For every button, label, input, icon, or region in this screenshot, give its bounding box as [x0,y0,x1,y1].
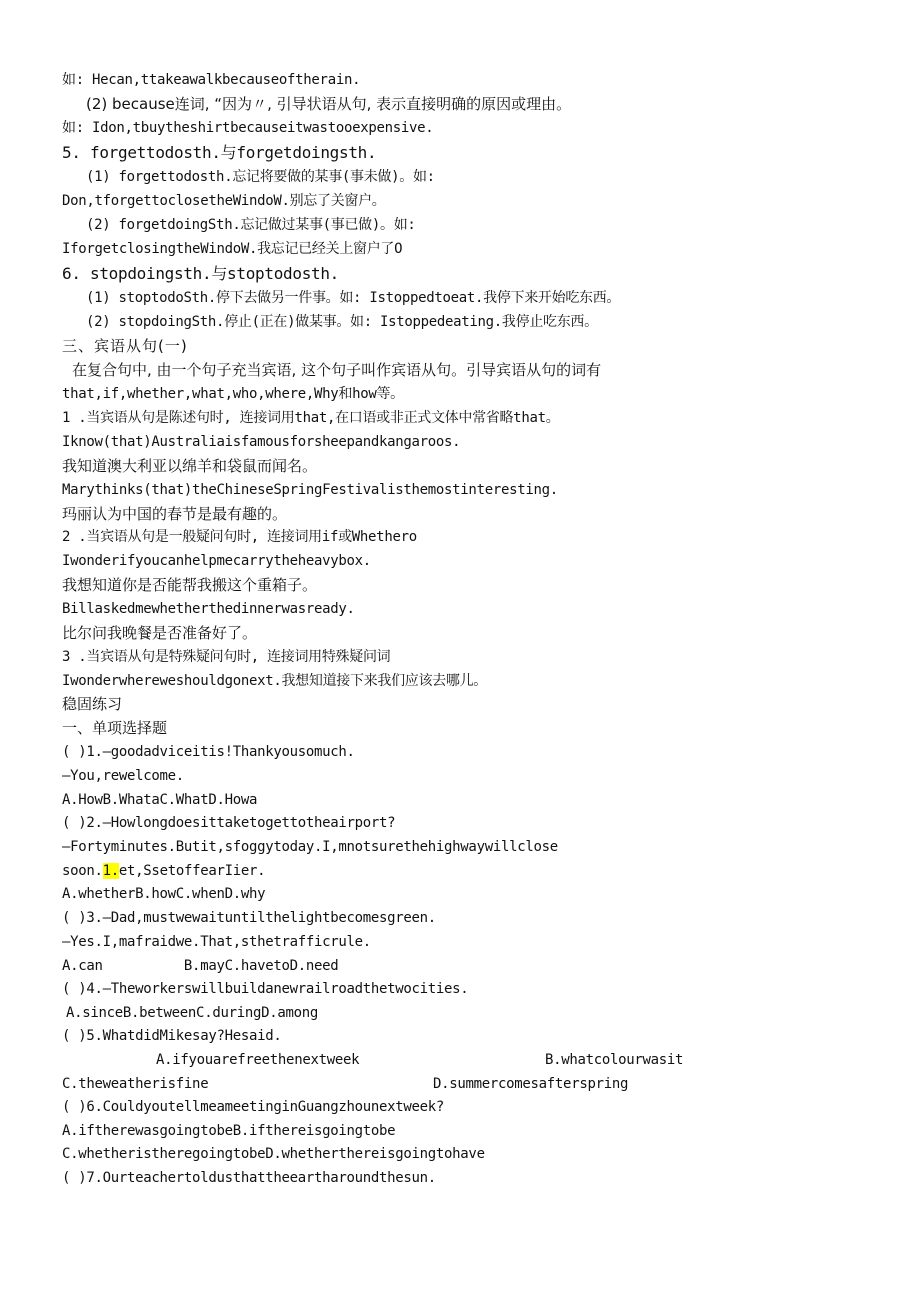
question-options: A.iftherewasgoingtobeB.ifthereisgoingtobe [62,1123,396,1139]
question-line: —You,rewelcome. [62,768,184,784]
rule-line: 3 .当宾语从句是特殊疑问句时, 连接词用特殊疑问词 [62,649,391,665]
practice-subheading: 一、单项选择题 [62,719,168,737]
question-options: A.sinceB.betweenC.duringD.among [66,1005,318,1021]
example-line: Iwonderwhereweshouldgonext.我想知道接下来我们应该去哪儿。 [62,673,487,689]
paragraph-line: 在复合句中, 由一个句子充当宾语, 这个句子叫作宾语从句。引导宾语从句的词有 [72,361,602,379]
question-option-d: D.summercomesafterspring [433,1076,629,1092]
section-heading: 6. stopdoingsth.与stoptodosth. [62,264,340,283]
question-7: ( )7.Ourteachertoldusthattheeartharoundthesun. [62,1170,436,1186]
question-option-c: C.theweatherisfine [62,1076,209,1092]
question-line [62,861,265,881]
explanation-line: (2) because连词, “因为〃, 引导状语从句, 表示直接明确的原因或理由。 [86,95,572,113]
question-option-b: B.whatcolourwasit [545,1052,684,1068]
question-2: ( )2.—Howlongdoesittaketogettotheairport? [62,815,396,831]
question-line: —Fortyminutes.Butit,sfoggytoday.I,mnotsurethehighwaywillclose [62,839,558,855]
question-4: ( )4.—Theworkerswillbuildanewrailroadthetwocities. [62,981,469,997]
question-text: soon. [62,863,103,879]
question-text: et,SsetoffearIier. [118,863,266,879]
example-line: Billaskedmewhetherthedinnerwasready. [62,601,355,617]
translation-line: 我知道澳大利亚以绵羊和袋鼠而闻名。 [62,457,318,475]
explanation-line: (1) stoptodoSth.停下去做另一件事。如: Istoppedtoeat.我停下来开始吃东西。 [86,290,621,306]
rule-line: 2 .当宾语从句是一般疑问句时, 连接词用if或Whethero [62,529,417,545]
practice-heading: 稳固练习 [62,695,123,713]
translation-line: 玛丽认为中国的春节是最有趣的。 [62,505,288,523]
question-3: ( )3.—Dad,mustwewaituntilthelightbecomesgreen. [62,910,436,926]
question-option-a: A.ifyouarefreethenextweek [156,1052,360,1068]
question-6: ( )6.CouldyoutellmeameetinginGuangzhounextweek? [62,1099,445,1115]
section-heading: 5. forgettodosth.与forgetdoingsth. [62,143,377,162]
highlighted-text: 1. [102,863,119,879]
example-line: Don,tforgettoclosetheWindoW.别忘了关窗户。 [62,193,386,209]
example-line: Iknow(that)Australiaisfamousforsheepandkangaroos. [62,434,461,450]
question-1: ( )1.—goodadviceitis!Thankyousomuch. [62,744,355,760]
paragraph-line: that,if,whether,what,who,where,Why和how等。 [62,386,404,402]
explanation-line: (2) forgetdoingSth.忘记做过某事(事已做)。如: [86,217,416,233]
section-heading: 三、宾语从句(一) [62,337,188,355]
question-options: A.HowB.WhataC.WhatD.Howa [62,792,258,808]
translation-line: 比尔问我晚餐是否准备好了。 [62,624,258,642]
example-line: 如: Idon,tbuytheshirtbecauseitwastooexpensive. [62,120,434,136]
question-options: A.can B.mayC.havetoD.need [62,958,339,974]
explanation-line: (1) forgettodosth.忘记将要做的某事(事未做)。如: [86,169,435,185]
example-line: Iwonderifyoucanhelpmecarrytheheavybox. [62,553,371,569]
translation-line: 我想知道你是否能帮我搬这个重箱子。 [62,576,318,594]
question-line: —Yes.I,mafraidwe.That,sthetrafficrule. [62,934,371,950]
rule-line: 1 .当宾语从句是陈述句时, 连接词用that,在口语或非正式文体中常省略that。 [62,410,560,426]
explanation-line: (2) stopdoingSth.停止(正在)做某事。如: Istoppedeating.我停止吃东西。 [86,314,598,330]
example-line: 如: Hecan,ttakeawalkbecauseoftherain. [62,72,361,88]
example-line: Marythinks(that)theChineseSpringFestivalisthemostinteresting. [62,482,558,498]
question-5: ( )5.WhatdidMikesay?Hesaid. [62,1028,282,1044]
question-options: A.whetherB.howC.whenD.why [62,886,266,902]
question-options: C.whetheristheregoingtobeD.whetherthereisgoingtohave [62,1146,485,1162]
example-line: IforgetclosingtheWindoW.我忘记已经关上窗户了O [62,241,403,257]
